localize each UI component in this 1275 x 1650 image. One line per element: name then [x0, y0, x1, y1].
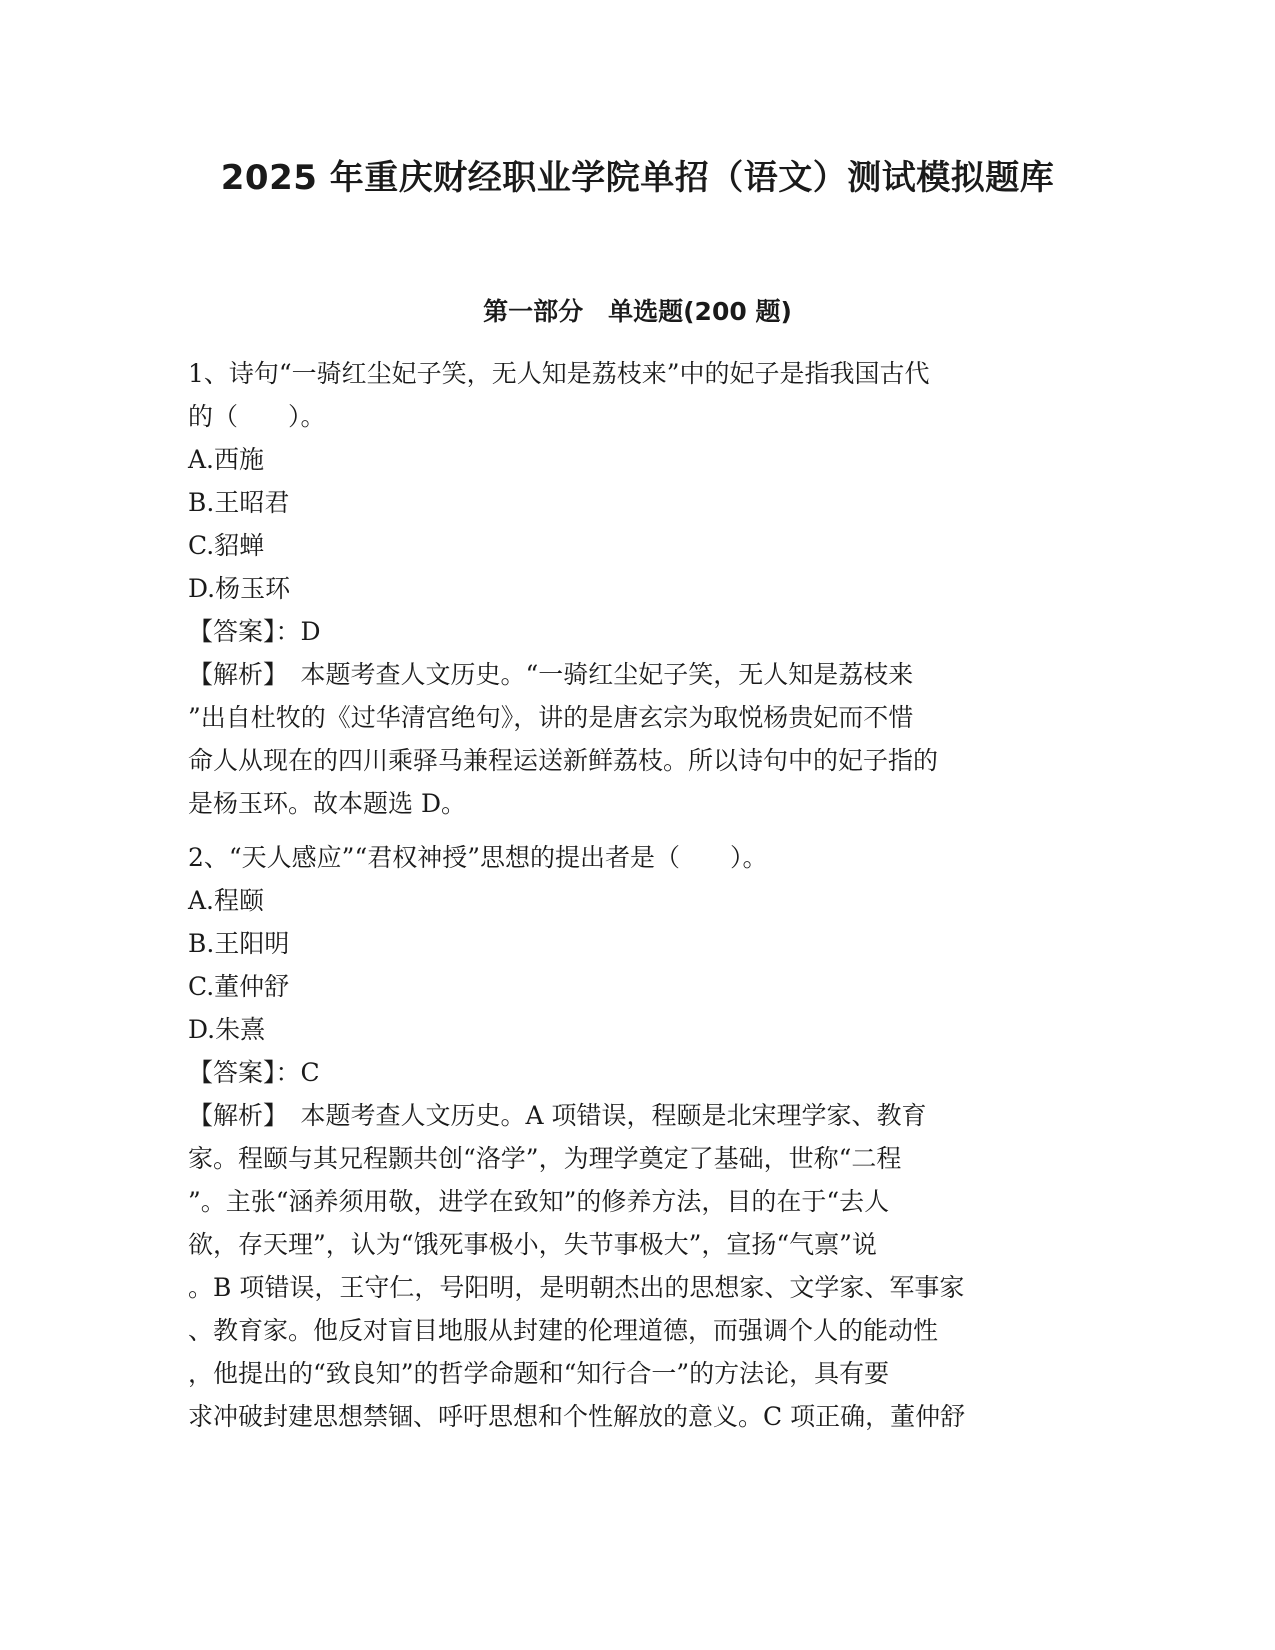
answer-line: 【答案】：C: [188, 1058, 320, 1087]
option-b: B.王昭君: [188, 488, 290, 517]
analysis-line: ，他提出的“致良知”的哲学命题和“知行合一”的方法论，具有要: [188, 1359, 890, 1388]
analysis-line: 是杨玉环。故本题选 D。: [188, 789, 466, 818]
analysis-line: 家。程颐与其兄程颢共创“洛学”，为理学奠定了基础，世称“二程: [188, 1144, 902, 1173]
analysis-line: ”出自杜牧的《过华清宫绝句》，讲的是唐玄宗为取悦杨贵妃而不惜: [188, 703, 914, 732]
analysis-line: 。B 项错误，王守仁，号阳明，是明朝杰出的思想家、文学家、军事家: [188, 1273, 965, 1302]
option-c: C.董仲舒: [188, 972, 290, 1001]
analysis-line: ”。主张“涵养须用敬，进学在致知”的修养方法，目的在于“去人: [188, 1187, 890, 1216]
analysis-line: 【解析】 本题考查人文历史。A 项错误，程颐是北宋理学家、教育: [188, 1101, 927, 1130]
option-a: A.程颐: [188, 886, 265, 915]
option-c: C.貂蝉: [188, 531, 265, 560]
question-item: [188, 836, 1088, 1438]
question-stem-line: 的（ ）。: [188, 402, 326, 431]
questions-list: [188, 352, 1088, 1438]
question-stem-line: 1、诗句“一骑红尘妃子笑，无人知是荔枝来”中的妃子是指我国古代: [188, 359, 930, 388]
document-title: 2025 年重庆财经职业学院单招（语文）测试模拟题库: [220, 158, 1055, 198]
analysis-line: 【解析】 本题考查人文历史。“一骑红尘妃子笑，无人知是荔枝来: [188, 660, 914, 689]
option-a: A.西施: [188, 445, 265, 474]
analysis-line: 欲，存天理”，认为“饿死事极小，失节事极大”，宣扬“气禀”说: [188, 1230, 877, 1259]
answer-line: 【答案】：D: [188, 617, 321, 646]
option-b: B.王阳明: [188, 929, 290, 958]
question-stem-line: 2、“天人感应”“君权神授”思想的提出者是（ ）。: [188, 843, 768, 872]
section-title: 第一部分 单选题(200 题): [483, 297, 792, 326]
analysis-line: 求冲破封建思想禁锢、呼吁思想和个性解放的意义。C 项正确，董仲舒: [188, 1402, 966, 1431]
question-spacer: [188, 825, 1088, 836]
option-d: D.杨玉环: [188, 574, 291, 603]
analysis-line: 、教育家。他反对盲目地服从封建的伦理道德，而强调个人的能动性: [188, 1316, 939, 1345]
question-item: [188, 352, 1088, 825]
option-d: D.朱熹: [188, 1015, 266, 1044]
analysis-line: 命人从现在的四川乘驿马兼程运送新鲜荔枝。所以诗句中的妃子指的: [188, 746, 939, 775]
